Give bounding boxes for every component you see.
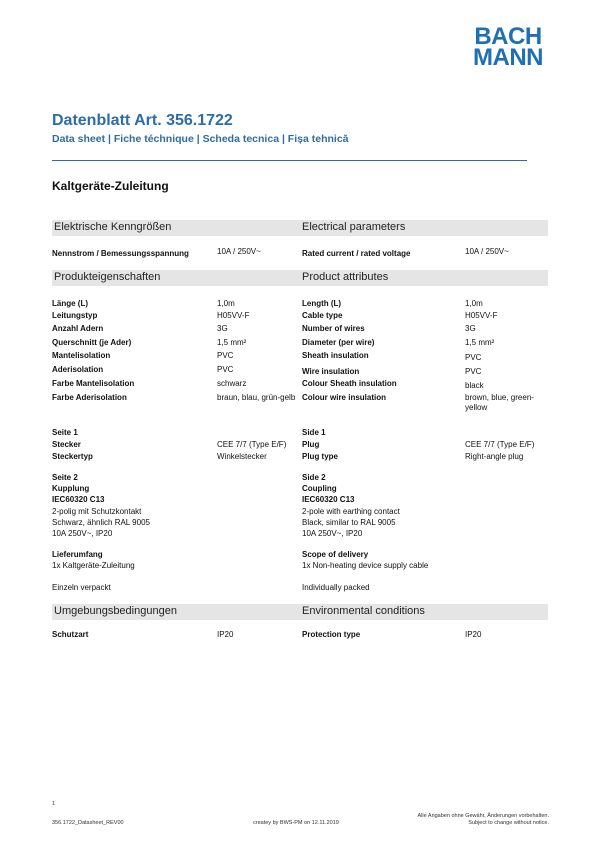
delivery-title-de: Lieferumfang: [52, 550, 103, 559]
page-subtitle: Data sheet | Fiche téchnique | Scheda tecnica | Fișa tehnică: [52, 133, 349, 145]
attr-value-en: 3G: [465, 324, 476, 333]
side1-label-en: Plug type: [302, 452, 339, 461]
side2-line-en: 2-pole with earthing contact: [302, 507, 400, 516]
section-title-de: Umgebungsbedingungen: [54, 605, 177, 617]
attr-label-de: Querschnitt (je Ader): [52, 338, 132, 347]
attr-label-en: Colour wire insulation: [302, 393, 387, 402]
side2-line-de: Schwarz, ähnlich RAL 9005: [52, 518, 150, 527]
attr-value-de: schwarz: [217, 379, 247, 388]
attr-label-de: Farbe Mantelisolation: [52, 379, 135, 388]
side1-title-de: Seite 1: [52, 428, 78, 437]
delivery-title-en: Scope of delivery: [302, 550, 369, 559]
section-title-en: Environmental conditions: [302, 605, 425, 617]
side1-label-en: Plug: [302, 440, 320, 449]
side2-title-en: Side 2: [302, 473, 326, 482]
created-note: createy by BWS-PM on 12.11.2019: [253, 820, 339, 826]
section-title-de: Produkteigenschaften: [54, 271, 161, 283]
side1-value-en: CEE 7/7 (Type E/F): [465, 440, 535, 449]
side2-line-en: 10A 250V~, IP20: [302, 529, 363, 538]
side2-sub-en: Coupling: [302, 484, 337, 493]
delivery-item-en: 1x Non-heating device supply cable: [302, 561, 429, 570]
logo-line-1: BACH: [474, 23, 542, 50]
side1-value-de: Winkelstecker: [217, 452, 267, 461]
attr-label-de: Leitungstyp: [52, 311, 98, 320]
env-value-de: IP20: [217, 630, 234, 639]
side2-std-de: IEC60320 C13: [52, 495, 105, 504]
attr-value-en: black: [465, 381, 484, 390]
attr-label-de: Farbe Aderisolation: [52, 393, 127, 402]
attr-label-de: Aderisolation: [52, 365, 104, 374]
section-band-electrical: [52, 220, 548, 236]
attr-value-de: braun, blau, grün-gelb: [217, 393, 296, 402]
side1-value-de: CEE 7/7 (Type E/F): [217, 440, 287, 449]
page-title: Datenblatt Art. 356.1722: [52, 112, 233, 129]
elec-label-en: Rated current / rated voltage: [302, 249, 411, 258]
delivery-pack-de: Einzeln verpackt: [52, 583, 111, 592]
attr-value-en: PVC: [465, 367, 482, 376]
product-name: Kaltgeräte-Zuleitung: [52, 179, 169, 193]
attr-label-en: Colour Sheath insulation: [302, 379, 397, 388]
env-label-de: Schutzart: [52, 630, 89, 639]
section-band-environmental: [52, 604, 548, 620]
side2-std-en: IEC60320 C13: [302, 495, 355, 504]
side1-title-en: Side 1: [302, 428, 326, 437]
section-title-de: Elektrische Kenngrößen: [54, 221, 172, 233]
attr-label-en: Wire insulation: [302, 367, 360, 376]
attr-value-de: 3G: [217, 324, 228, 333]
attr-value-de: H05VV-F: [217, 311, 250, 320]
bachmann-logo: [465, 23, 551, 71]
attr-label-en: Sheath insulation: [302, 351, 369, 360]
logo-line-2: MANN: [473, 44, 543, 71]
attr-value-en: brown, blue, green-yellow: [465, 393, 534, 412]
attr-label-en: Length (L): [302, 299, 342, 308]
attr-value-de: 1,5 mm²: [217, 338, 247, 347]
disclaimer-de: Alle Angaben ohne Gewähr, Änderungen vorbehalten.: [417, 813, 549, 819]
env-label-en: Protection type: [302, 630, 361, 639]
side2-line-de: 2-polig mit Schutzkontakt: [52, 507, 142, 516]
attr-label-de: Anzahl Adern: [52, 324, 104, 333]
attr-value-de: PVC: [217, 365, 234, 374]
page-number: 1: [52, 801, 56, 807]
attr-value-de: PVC: [217, 351, 234, 360]
disclaimer-en: Subject to change without notice.: [468, 820, 549, 826]
side1-label-de: Steckertyp: [52, 452, 93, 461]
elec-label-de: Nennstrom / Bemessungsspannung: [52, 249, 189, 258]
attr-label-en: Number of wires: [302, 324, 365, 333]
side2-sub-de: Kupplung: [52, 484, 90, 493]
attr-value-en: H05VV-F: [465, 311, 498, 320]
side1-label-de: Stecker: [52, 440, 81, 449]
header-divider: [52, 160, 527, 161]
attr-label-de: Mantelisolation: [52, 351, 111, 360]
section-title-en: Electrical parameters: [302, 221, 406, 233]
elec-value-en: 10A / 250V~: [465, 247, 509, 256]
attr-label-en: Diameter (per wire): [302, 338, 375, 347]
side2-line-de: 10A 250V~, IP20: [52, 529, 113, 538]
side1-value-en: Right-angle plug: [465, 452, 524, 461]
section-title-en: Product attributes: [302, 271, 389, 283]
delivery-pack-en: Individually packed: [302, 583, 370, 592]
document-id: 356.1722_Datasheet_REV00: [52, 820, 124, 826]
attr-label-en: Cable type: [302, 311, 343, 320]
attr-value-en: 1,0m: [465, 299, 483, 308]
attr-label-de: Länge (L): [52, 299, 88, 308]
side2-line-en: Black, similar to RAL 9005: [302, 518, 396, 527]
attr-value-en: 1,5 mm²: [465, 338, 495, 347]
side2-title-de: Seite 2: [52, 473, 78, 482]
attr-value-en: PVC: [465, 353, 482, 362]
env-value-en: IP20: [465, 630, 482, 639]
section-band-product: [52, 270, 548, 286]
delivery-item-de: 1x Kaltgeräte-Zuleitung: [52, 561, 135, 570]
attr-value-de: 1,0m: [217, 299, 235, 308]
elec-value-de: 10A / 250V~: [217, 247, 261, 256]
